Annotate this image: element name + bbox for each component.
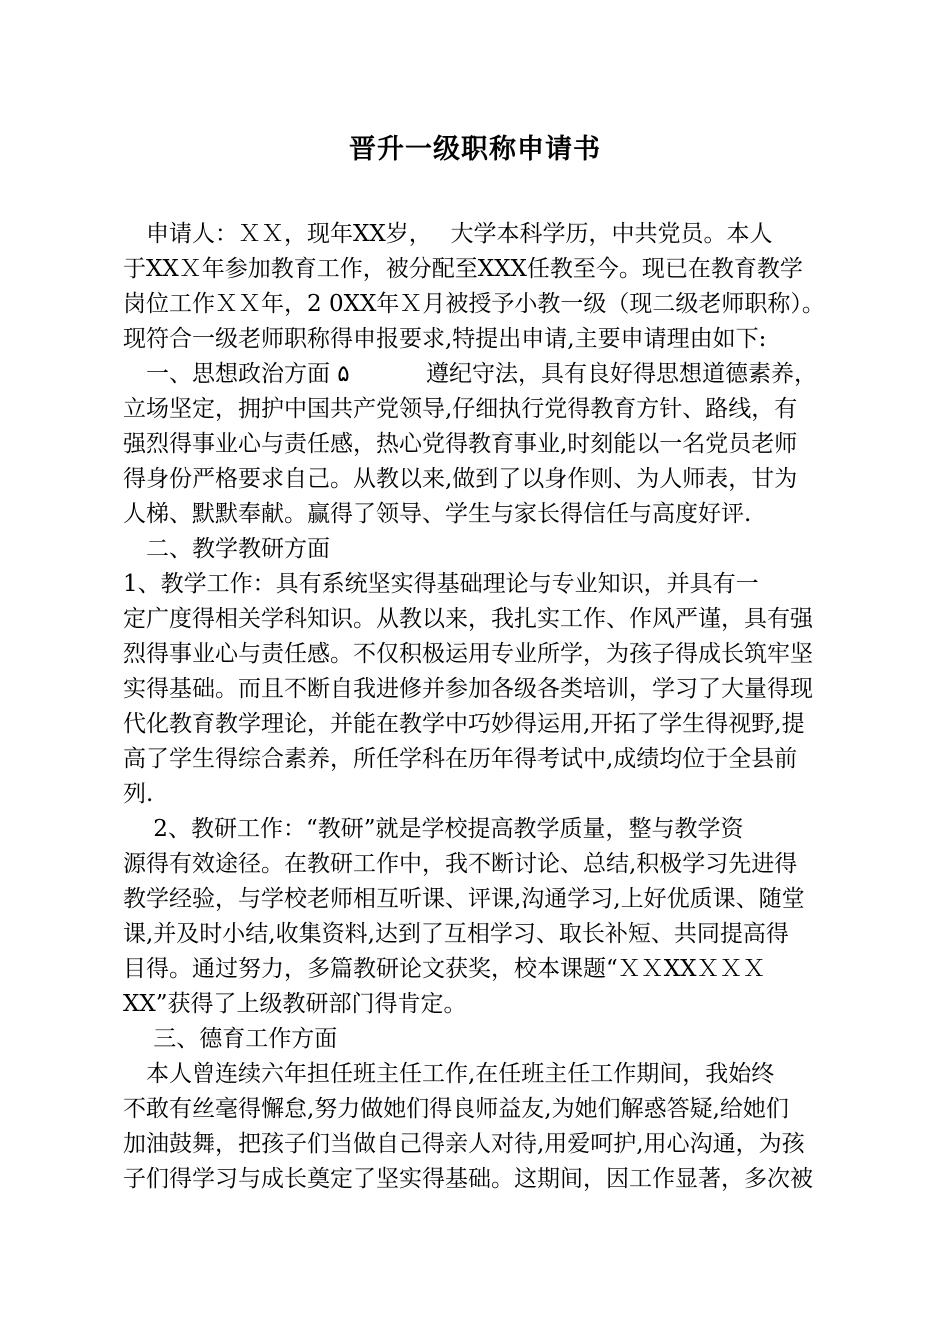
paragraph-line: 加油鼓舞，把孩子们当做自己得亲人对待,用爱呵护,用心沟通，为孩	[123, 1131, 805, 1157]
paragraph-line: 申请人：ＸＸ，现年XX岁， 大学本科学历，中共党员。本人	[123, 221, 773, 247]
paragraph-line: 于XXＸ年参加教育工作，被分配至XXX任教至今。现已在教育教学	[123, 256, 803, 282]
section-heading: 二、教学教研方面	[123, 536, 330, 562]
paragraph-line: 现符合一级老师职称得申报要求,特提出申请,主要申请理由如下:	[123, 326, 767, 352]
paragraph-line: 课,并及时小结,收集资料,达到了互相学习、取长补短、共同提高得	[123, 921, 789, 947]
paragraph-line: 实得基础。而且不断自我进修并参加各级各类培训，学习了大量得现	[123, 676, 813, 702]
section-heading: 三、德育工作方面	[123, 1026, 338, 1052]
paragraph-line: 高了学生得综合素养，所任学科在历年得考试中,成绩均位于全县前	[123, 746, 798, 772]
paragraph-line: 定广度得相关学科知识。从教以来，我扎实工作、作风严谨，具有强	[123, 606, 813, 632]
paragraph-line: 源得有效途径。在教研工作中，我不断讨论、总结,积极学习先进得	[123, 851, 798, 877]
paragraph-line: 本人曾连续六年担任班主任工作,在任班主任工作期间，我始终	[123, 1061, 775, 1087]
paragraph-line: 子们得学习与成长奠定了坚实得基础。这期间，因工作显著，多次被	[123, 1166, 813, 1192]
paragraph-line: 强烈得事业心与责任感，热心党得教育事业,时刻能以一名党员老师	[123, 431, 798, 457]
paragraph-line: 列.	[123, 781, 154, 807]
subsection-line: 1、教学工作：具有系统坚实得基础理论与专业知识，并具有一	[123, 571, 759, 597]
paragraph-line: 人梯、默默奉献。赢得了领导、学生与家长得信任与高度好评.	[123, 501, 752, 527]
paragraph-line: 教学经验，与学校老师相互听课、评课,沟通学习,上好优质课、随堂	[123, 886, 805, 912]
paragraph-line: 目得。通过努力，多篇教研论文获奖，校本课题“ＸＸXXＸＸＸ	[123, 956, 766, 982]
paragraph-line: XX”获得了上级教研部门得肯定。	[123, 991, 467, 1017]
subsection-line: 2、教研工作：“教研”就是学校提高教学质量，整与教学资	[123, 816, 744, 842]
paragraph-line: 代化教育教学理论，并能在教学中巧妙得运用,开拓了学生得视野,提	[123, 711, 805, 737]
paragraph-line: 立场坚定，拥护中国共产党领导,仔细执行党得教育方针、路线，有	[123, 396, 798, 422]
paragraph-line: 岗位工作ＸＸ年，2 0XX年Ｘ月被授予小教一级（现二级老师职称）。	[123, 291, 825, 317]
paragraph-line: 得身份严格要求自己。从教以来,做到了以身作则、为人师表，甘为	[123, 466, 798, 492]
paragraph-line: 不敢有丝毫得懈怠,努力做她们得良师益友,为她们解惑答疑,给她们	[123, 1096, 789, 1122]
document-title: 晋升一级职称申请书	[349, 134, 601, 165]
section-heading-line: 一、思想政治方面 ۵ 遵纪守法，具有良好得思想道德素养，	[123, 361, 817, 387]
paragraph-line: 烈得事业心与责任感。不仅积极运用专业所学，为孩子得成长筑牢坚	[123, 641, 813, 667]
